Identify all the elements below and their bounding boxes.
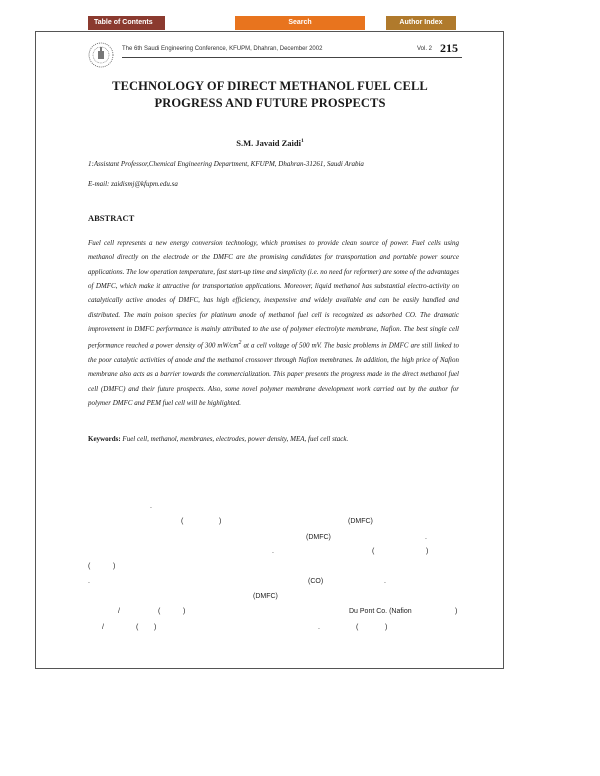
arabic-fragment: . [150, 503, 152, 510]
arabic-fragment: ) [154, 624, 157, 631]
arabic-fragment: ) [455, 608, 458, 615]
arabic-fragment: / [102, 624, 104, 631]
paper-title-line-1: TECHNOLOGY OF DIRECT METHANOL FUEL CELL [112, 79, 428, 93]
affiliation: 1:Assistant Professor,Chemical Engineering Department, KFUPM, Dhahran-31261, Saudi Arabia [88, 160, 364, 168]
arabic-fragment: / [118, 608, 120, 615]
author-superscript: 1 [300, 138, 304, 145]
arabic-fragment: ( [88, 563, 91, 570]
arabic-fragment: Du Pont Co. (Nafion [349, 608, 412, 615]
arabic-fragment: ) [183, 608, 186, 615]
arabic-fragment: . [425, 534, 427, 541]
abstract-heading: ABSTRACT [88, 213, 135, 223]
volume-label: Vol. 2 [417, 46, 433, 52]
arabic-fragment: ) [385, 624, 388, 631]
author-name [60, 138, 480, 148]
arabic-fragment: ( [136, 624, 139, 631]
arabic-fragment: (DMFC) [348, 518, 373, 525]
header-rule [122, 57, 462, 58]
arabic-fragment: . [272, 548, 274, 555]
arabic-fragment: . [88, 578, 90, 585]
arabic-fragment: ( [158, 608, 161, 615]
search-button[interactable]: Search [235, 16, 365, 30]
abstract-part-1: Fuel cell represents a new energy conversion technology, which promises to provide clean source of power. Fuel cells using methanol directly on the electrode or the DMFC are the promising candidates for transportation and portable power source applications. The low operation temperature, fast start-up time and simplicity (i.e. no need for reformer) are some of the advantages of DMFC, which make it attractive for transportation applications. Moreover, liquid methanol has substantial electro-activity on catalytically active anodes of DMFC, has high efficiency, inexpensive and widely available and can be easily handled and distributed. The main poison species for platinum anode of methanol fuel cell is recognized as adsorbed CO. The dramatic improvement in DMFC performance is mainly attributed to the use of polymer electrolyte membrane, Nafion. The best single cell performance reached a power density of 300 mW/cm [88, 239, 459, 350]
arabic-fragment: (CO) [308, 578, 324, 585]
arabic-fragment: . [384, 578, 386, 585]
keywords-label: Keywords: [88, 435, 121, 443]
arabic-fragment: ) [113, 563, 116, 570]
arabic-fragment: (DMFC) [306, 534, 331, 541]
arabic-fragment: . [318, 624, 320, 631]
arabic-fragment: ) [219, 518, 222, 525]
arabic-fragment: ( [356, 624, 359, 631]
arabic-fragment: ( [372, 548, 375, 555]
kfupm-logo-icon [88, 42, 114, 68]
arabic-fragment: ( [181, 518, 184, 525]
author-email: E-mail: zaidismj@kfupm.edu.sa [88, 180, 178, 188]
abstract-part-2: at a cell voltage of 500 mV. The basic problems in DMFC are still linked to the poor catalytic activities of anode and the methanol crossover through Nafion membranes. In addition, the high price of Nafion membrane also acts as a barrier towards the commercialization. This paper presents the progress made in the direct methanol fuel cell (DMFC) and their future prospects. Also, some novel polymer membrane development work carried out by the author for polymer DMFC and PEM fuel cell will be highlighted. [88, 341, 459, 408]
abstract-body [88, 236, 459, 410]
page-number: 215 [440, 41, 458, 55]
keywords-text: Fuel cell, methanol, membranes, electrodes, power density, MEA, fuel cell stack. [120, 435, 349, 443]
keywords [88, 435, 348, 443]
abstract-superscript: 2 [238, 340, 242, 347]
table-of-contents-button[interactable]: Table of Contents [88, 16, 165, 30]
author-index-button[interactable]: Author Index [386, 16, 456, 30]
paper-title-line-2: PROGRESS AND FUTURE PROSPECTS [154, 96, 386, 110]
conference-line: The 6th Saudi Engineering Conference, KFUPM, Dhahran, December 2002 [122, 46, 323, 52]
author-name-text: S.M. Javaid Zaidi [236, 138, 301, 148]
arabic-fragment: (DMFC) [253, 593, 278, 600]
arabic-fragment: ) [426, 548, 429, 555]
